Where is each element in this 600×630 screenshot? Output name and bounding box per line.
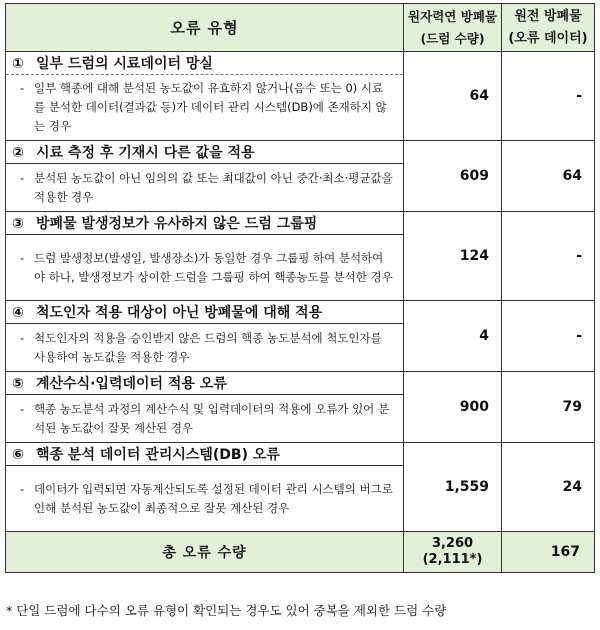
total-label: 총 오류 수량: [6, 532, 404, 573]
error-title: [6, 141, 404, 164]
krri-count: 1,559: [404, 443, 502, 532]
krri-count: 4: [404, 301, 502, 372]
error-description: - 척도인자의 적용을 승인받지 않은 드럼의 핵종 농도분석에 척도인자를 사용하여 농도값을 적용한 경우: [6, 324, 404, 372]
total-npp: 167: [502, 532, 595, 573]
error-row-title: [6, 372, 595, 395]
header-npp-line2: (오류 데이터): [508, 30, 588, 46]
error-type-table: [5, 3, 595, 573]
error-number: ⑤: [12, 376, 24, 392]
error-title-text: 핵종 분석 데이터 관리시스템(DB) 오류: [36, 447, 280, 463]
header-krri-line1: 원자력연 방폐물: [408, 8, 497, 24]
error-number: ③: [12, 216, 24, 232]
error-description-text: 척도인자의 적용을 승인받지 않은 드럼의 핵종 농도분석에 척도인자를 사용하여 농도값을 적용한 경우: [34, 330, 382, 364]
error-description: - 핵종 농도분석 과정의 계산수식 및 입력데이터의 적용에 오류가 있어 분석된 농도값이 잘못 계산된 경우: [6, 395, 404, 443]
header-krri-line2: (드럼 수량): [420, 30, 485, 46]
total-row: [6, 532, 595, 573]
error-number: ④: [12, 305, 24, 321]
header-npp-line1: 원전 방폐물: [514, 8, 582, 24]
krri-count: 900: [404, 372, 502, 443]
error-row-title: [6, 443, 595, 466]
npp-count: -: [502, 301, 595, 372]
error-title: [6, 301, 404, 324]
error-description-text: 분석된 농도값이 아닌 임의의 값 또는 최대값이 아닌 중간·최소·평균값을 적용한 경우: [34, 170, 393, 204]
error-description: - 드럼 발생정보(발생일, 발생장소)가 동일한 경우 그룹핑 하여 분석하여야 하나, 발생정보가 상이한 드럼을 그룹핑 하여 핵종농도를 분석한 경우: [6, 235, 404, 301]
error-title-text: 척도인자 적용 대상이 아닌 방폐물에 대해 적용: [36, 305, 323, 321]
error-description: - 일부 핵종에 대해 분석된 농도값이 유효하지 않거나(음수 또는 0) 시료를 분석한 데이터(결과값 등)가 데이터 관리 시스템(DB)에 존재하지 않는 경우: [6, 75, 404, 141]
header-error-type: 오류 유형: [6, 4, 404, 52]
krri-count: 609: [404, 141, 502, 212]
footnote: * 단일 드럼에 다수의 오류 유형이 확인되는 경우도 있어 중복을 제외한 드럼 수량: [6, 603, 447, 618]
error-title-text: 일부 드럼의 시료데이터 망실: [36, 56, 213, 72]
krri-count: 64: [404, 52, 502, 141]
npp-count: 64: [502, 141, 595, 212]
total-krri: [404, 532, 502, 573]
error-number: ⑥: [12, 447, 24, 463]
error-row-title: [6, 141, 595, 164]
error-description-text: 핵종 농도분석 과정의 계산수식 및 입력데이터의 적용에 오류가 있어 분석된 농도값이 잘못 계산된 경우: [34, 401, 390, 435]
error-row-title: [6, 52, 595, 75]
header-krri-drums: [404, 4, 502, 52]
npp-count: 79: [502, 372, 595, 443]
error-number: ②: [12, 145, 24, 161]
table-header-row: [6, 4, 595, 52]
krri-count: 124: [404, 212, 502, 301]
npp-count: 24: [502, 443, 595, 532]
error-row-title: [6, 301, 595, 324]
npp-count: -: [502, 52, 595, 141]
npp-count: -: [502, 212, 595, 301]
error-description: - 분석된 농도값이 아닌 임의의 값 또는 최대값이 아닌 중간·최소·평균값을 적용한 경우: [6, 164, 404, 212]
error-title: [6, 443, 404, 466]
error-title: [6, 52, 404, 75]
error-title-text: 계산수식·입력데이터 적용 오류: [36, 376, 227, 392]
error-title-text: 시료 측정 후 기재시 다른 값을 적용: [36, 145, 255, 161]
error-title-text: 방폐물 발생정보가 유사하지 않은 드럼 그룹핑: [36, 216, 318, 232]
header-npp-errors: [502, 4, 595, 52]
error-title: [6, 212, 404, 235]
error-description-text: 일부 핵종에 대해 분석된 농도값이 유효하지 않거나(음수 또는 0) 시료를 분석한 데이터(결과값 등)가 데이터 관리 시스템(DB)에 존재하지 않는 경우: [34, 81, 387, 133]
total-krri-dedup: (2,111*): [422, 552, 483, 567]
error-description-text: 데이터가 입력되면 자동계산되도록 설정된 데이터 관리 시스템의 버그로 인해 분석된 농도값이 최종적으로 잘못 계산된 경우: [34, 481, 393, 515]
error-row-title: [6, 212, 595, 235]
error-description: - 데이터가 입력되면 자동계산되도록 설정된 데이터 관리 시스템의 버그로 인해 분석된 농도값이 최종적으로 잘못 계산된 경우: [6, 466, 404, 532]
error-title: [6, 372, 404, 395]
error-number: ①: [12, 56, 24, 72]
total-krri-count: 3,260: [431, 536, 474, 551]
error-description-text: 드럼 발생정보(발생일, 발생장소)가 동일한 경우 그룹핑 하여 분석하여야 하나, 발생정보가 상이한 드럼을 그룹핑 하여 핵종농도를 분석한 경우: [34, 250, 393, 284]
